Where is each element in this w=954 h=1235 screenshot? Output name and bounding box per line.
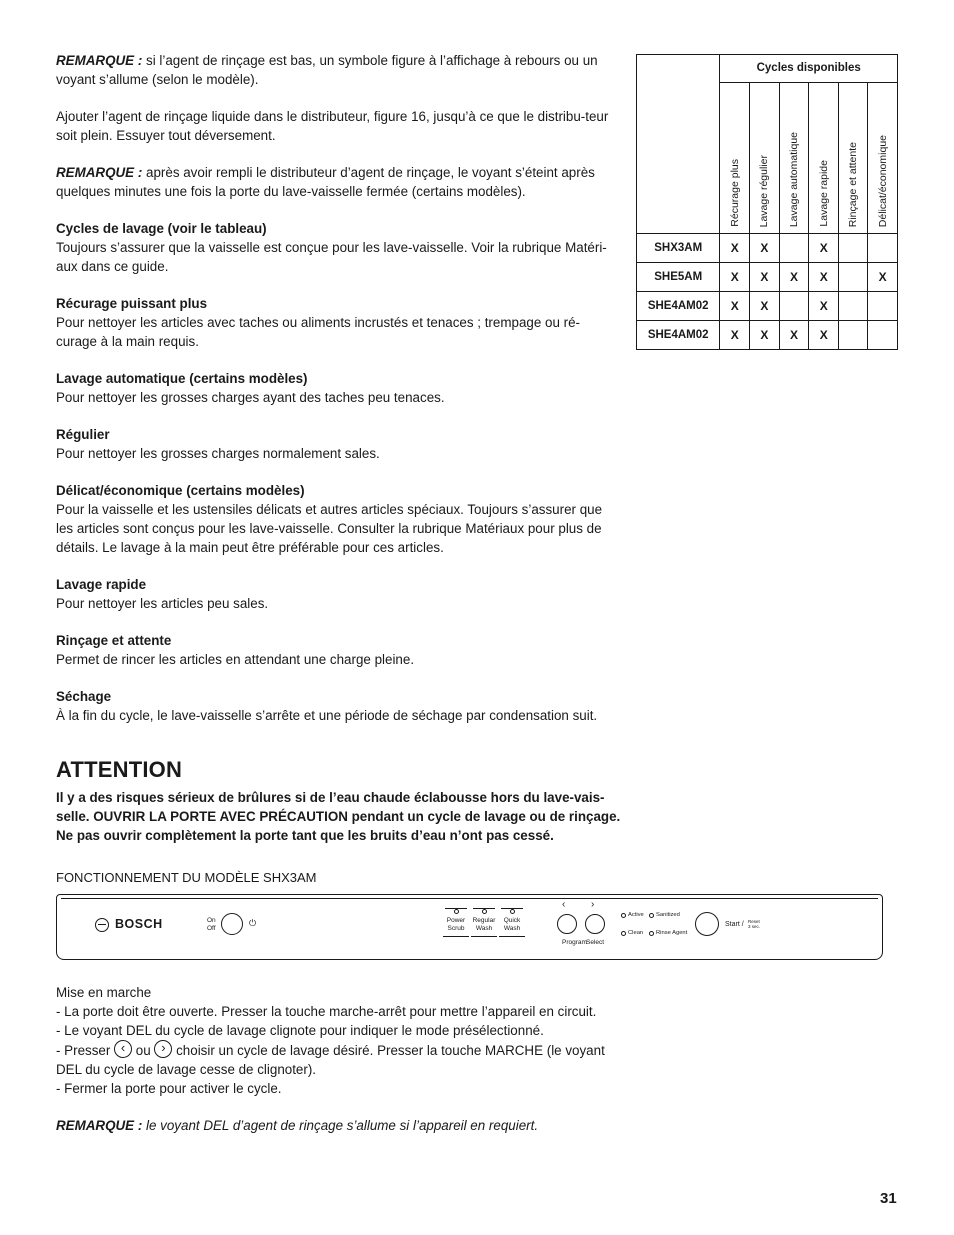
power-icon: ⏻	[249, 918, 257, 928]
led-indicator	[621, 913, 626, 918]
column-header-text: Lavage automatique	[788, 131, 801, 227]
column-header	[809, 83, 839, 234]
rinse-agent-note	[56, 1116, 626, 1135]
reset-line2: 3 sec.	[748, 924, 761, 929]
bosch-logo	[95, 915, 163, 934]
section-wash-cycles	[56, 219, 618, 276]
key-label-line1: Power	[446, 917, 466, 924]
table-row	[637, 234, 898, 263]
section-title: Régulier	[56, 427, 110, 442]
attention-warning	[56, 756, 626, 845]
section-body: Permet de rincer les articles en attendant une charge pleine.	[56, 652, 415, 667]
chevron-right-icon: ›	[591, 899, 595, 910]
table-row	[637, 321, 898, 350]
chevron-right-icon: ›	[154, 1040, 172, 1058]
section-body: Pour nettoyer les articles peu sales.	[56, 596, 269, 611]
mark-cell: X	[750, 234, 780, 263]
add-rinse-paragraph: Ajouter l’agent de rinçage liquide dans le distributeur, figure 16, jusqu’à ce que le distribu-teur soit plein. Essuyer tout déversement.	[56, 109, 609, 143]
select-label: Select	[586, 939, 605, 946]
text-fragment: ou	[132, 1043, 155, 1058]
table-header: Cycles disponibles	[720, 55, 898, 83]
start-label: Start /	[725, 921, 744, 928]
column-header	[868, 83, 898, 234]
mark-cell: X	[720, 292, 750, 321]
select-button[interactable]	[585, 914, 605, 934]
start-button[interactable]	[695, 912, 719, 936]
panel-edge-line	[61, 898, 878, 899]
key-top-line	[501, 908, 523, 909]
section-title: Lavage rapide	[56, 577, 147, 592]
section-body: Pour nettoyer les grosses charges ayant des taches peu tenaces.	[56, 390, 445, 405]
note-label: REMARQUE :	[56, 53, 143, 68]
power-scrub-key[interactable]	[443, 909, 469, 937]
status-label: Sanitized	[656, 912, 680, 918]
key-underline	[499, 936, 525, 937]
section-body: Pour la vaisselle et les ustensiles délicats et autres articles spéciaux. Toujours s’assurer que les articles sont conçus pour les lave-vaisselle. Consulter la rubrique Matériaux pour plus de détails. Le lavage à la main peut être préférable pour ces articles.	[56, 502, 603, 555]
bosch-mark-icon	[95, 918, 109, 932]
model-cell: SHX3AM	[637, 234, 720, 263]
mark-cell: X	[779, 321, 809, 350]
on-label: On	[207, 917, 216, 924]
status-rinse-agent	[649, 930, 687, 937]
section-auto-wash	[56, 369, 618, 407]
on-off-label	[207, 917, 216, 933]
model-cell: SHE4AM02	[637, 292, 720, 321]
mark-cell: X	[750, 292, 780, 321]
column-header	[779, 83, 809, 234]
chevron-left-icon: ‹	[562, 899, 566, 910]
reset-label	[748, 919, 760, 929]
column-header-text: Récurage plus	[728, 159, 741, 227]
mark-cell: X	[809, 321, 839, 350]
column-header	[750, 83, 780, 234]
quick-wash-key[interactable]	[499, 909, 525, 937]
mark-cell	[868, 292, 898, 321]
note-text: si l’agent de rinçage est bas, un symbole figure à l’affichage à rebours ou un voyant s’allume (selon le modèle).	[56, 53, 598, 87]
mark-cell: X	[779, 263, 809, 292]
mark-cell: X	[809, 263, 839, 292]
mark-cell: X	[750, 263, 780, 292]
mark-cell: X	[868, 263, 898, 292]
section-drying	[56, 687, 618, 725]
section-body: À la fin du cycle, le lave-vaisselle s’arrête et une période de séchage par condensation suit.	[56, 708, 598, 723]
panel-caption: FONCTIONNEMENT DU MODÈLE SHX3AM	[56, 870, 317, 885]
operation-heading: Mise en marche	[56, 985, 152, 1000]
note-text: le voyant DEL d’agent de rinçage s’allume si l’appareil en requiert.	[142, 1118, 539, 1133]
brand-name: BOSCH	[115, 917, 163, 931]
model-cell: SHE5AM	[637, 263, 720, 292]
program-label: Program	[562, 939, 587, 946]
operation-line: - La porte doit être ouverte. Presser la touche marche-arrêt pour mettre l’appareil en circuit.	[56, 1004, 597, 1019]
model-cell: SHE4AM02	[637, 321, 720, 350]
status-label: Clean	[628, 930, 644, 936]
mark-cell: X	[720, 321, 750, 350]
main-text-column	[56, 51, 618, 743]
off-label: Off	[207, 925, 216, 932]
rinse-low-note	[56, 51, 618, 89]
key-underline	[471, 936, 497, 937]
mark-cell	[839, 321, 868, 350]
status-label: Active	[628, 912, 644, 918]
led-indicator	[621, 931, 626, 936]
operation-line: - Le voyant DEL du cycle de lavage clignote pour indiquer le mode présélectionné.	[56, 1023, 544, 1038]
operation-line	[56, 1040, 626, 1079]
mark-cell	[839, 263, 868, 292]
section-title: Délicat/économique (certains modèles)	[56, 483, 305, 498]
mark-cell: X	[809, 292, 839, 321]
status-clean	[621, 930, 643, 937]
table-row	[637, 292, 898, 321]
attention-title: ATTENTION	[56, 757, 183, 782]
section-title: Cycles de lavage (voir le tableau)	[56, 221, 267, 236]
section-title: Récurage puissant plus	[56, 296, 208, 311]
section-delicate	[56, 481, 618, 557]
rinse-filled-note	[56, 163, 618, 201]
text-fragment: choisir un cycle de lavage désiré. Presser la touche MARCHE (le voyant DEL du cycle de lavage cesse de clignoter).	[56, 1043, 605, 1077]
section-title: Lavage automatique (certains modèles)	[56, 371, 308, 386]
mark-cell	[868, 321, 898, 350]
section-power-scrub	[56, 294, 618, 351]
section-quick-wash	[56, 575, 618, 613]
section-body: Pour nettoyer les grosses charges normalement sales.	[56, 446, 380, 461]
column-header-text: Rinçage et attente	[847, 141, 860, 227]
reset-line1: Reset	[748, 919, 760, 924]
note-label: REMARQUE :	[56, 1118, 143, 1133]
chevron-left-icon: ‹	[114, 1040, 132, 1058]
regular-wash-key[interactable]	[471, 909, 497, 937]
table-corner-cell	[637, 55, 720, 234]
key-label-line2: Wash	[503, 925, 521, 932]
column-header-text: Lavage rapide	[817, 160, 830, 227]
status-active	[621, 912, 644, 919]
key-label-line1: Quick	[503, 917, 521, 924]
mark-cell	[839, 234, 868, 263]
column-header-text: Délicat/économique	[876, 134, 889, 227]
column-header	[720, 83, 750, 234]
mark-cell: X	[720, 234, 750, 263]
text-fragment: - Presser	[56, 1043, 115, 1058]
operation-instructions	[56, 983, 626, 1135]
cycles-table	[636, 54, 898, 350]
section-body: Toujours s’assurer que la vaisselle est conçue pour les lave-vaisselle. Voir la rubrique Matéri-aux dans ce guide.	[56, 240, 607, 274]
key-label-line2: Scrub	[447, 925, 465, 932]
key-top-line	[473, 908, 495, 909]
section-body: Pour nettoyer les articles avec taches ou aliments incrustés et tenaces ; trempage ou ré-curage à la main requis.	[56, 315, 580, 349]
section-title: Rinçage et attente	[56, 633, 172, 648]
key-underline	[443, 936, 469, 937]
key-label-line2: Wash	[475, 925, 493, 932]
control-panel-illustration	[56, 894, 883, 960]
mark-cell	[839, 292, 868, 321]
mark-cell	[779, 234, 809, 263]
program-button[interactable]	[557, 914, 577, 934]
status-sanitized	[649, 912, 680, 919]
section-regular	[56, 425, 618, 463]
table-header-row	[637, 55, 898, 83]
mark-cell: X	[809, 234, 839, 263]
section-title: Séchage	[56, 689, 112, 704]
page-number: 31	[880, 1190, 897, 1207]
operation-line: - Fermer la porte pour activer le cycle.	[56, 1081, 282, 1096]
note-label: REMARQUE :	[56, 165, 143, 180]
attention-text: Il y a des risques sérieux de brûlures si de l’eau chaude éclabousse hors du lave-vais-selle. OUVRIR LA PORTE AVEC PRÉCAUTION pendant un cycle de lavage ou de rinçage. Ne pas ouvrir complètement la porte tant que les bruits d’eau n’ont pas cessé.	[56, 790, 621, 843]
led-indicator	[454, 909, 459, 914]
led-indicator	[510, 909, 515, 914]
column-header	[839, 83, 868, 234]
note-text: après avoir rempli le distributeur d’agent de rinçage, le voyant s’éteint après quelques minutes une fois la porte du lave-vaisselle fermée (certains modèles).	[56, 165, 595, 199]
led-indicator	[482, 909, 487, 914]
status-label: Rinse Agent	[656, 930, 688, 936]
mark-cell	[868, 234, 898, 263]
power-button[interactable]	[221, 913, 243, 935]
mark-cell: X	[750, 321, 780, 350]
mark-cell: X	[720, 263, 750, 292]
mark-cell	[779, 292, 809, 321]
led-indicator	[649, 913, 654, 918]
key-top-line	[445, 908, 467, 909]
column-header-text: Lavage régulier	[758, 154, 771, 227]
table-row	[637, 263, 898, 292]
led-indicator	[649, 931, 654, 936]
section-rinse-hold	[56, 631, 618, 669]
key-label-line1: Regular	[472, 917, 496, 924]
